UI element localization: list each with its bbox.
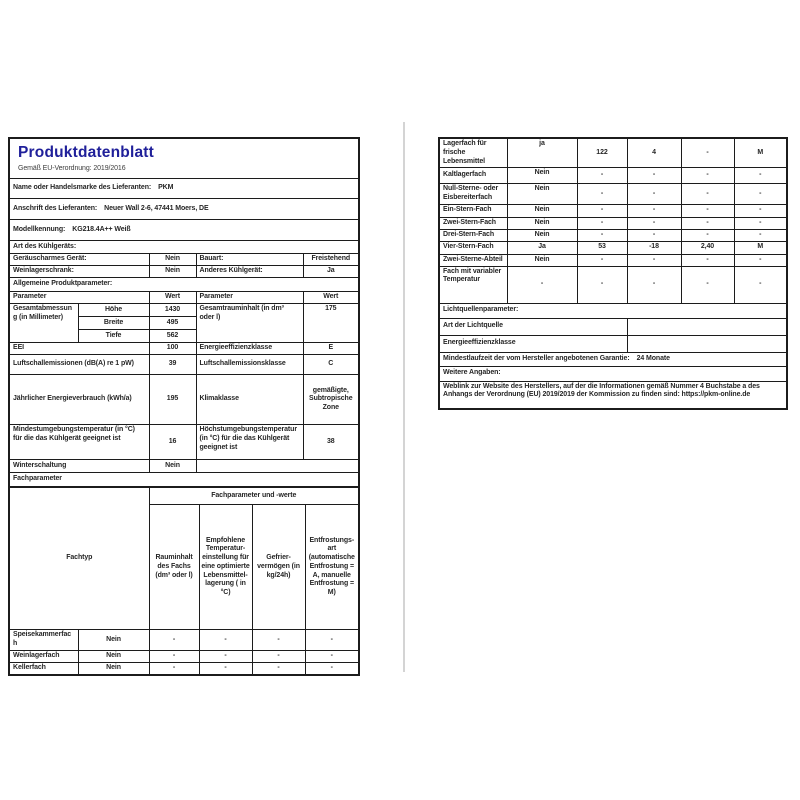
temperature-range-row bbox=[9, 425, 359, 460]
fach-col-temp-cell: Empfohlene Temperatur-einstellung für eine optimierte Lebensmittel-lagerung ( in °C) bbox=[199, 505, 252, 630]
fach-row bbox=[9, 650, 359, 662]
fach-value-cell: - bbox=[305, 662, 359, 675]
supplier-label: Name oder Handelsmarke des Lieferanten: bbox=[13, 184, 152, 192]
empty-cell bbox=[627, 318, 787, 335]
volume-label-cell: Gesamtrauminhalt (in dm³ oder l) bbox=[196, 304, 303, 343]
eei-row bbox=[9, 343, 359, 355]
other-value-cell: Ja bbox=[303, 266, 359, 278]
fach-present-cell: Nein bbox=[507, 254, 577, 266]
annual-energy-value-cell: 195 bbox=[149, 375, 196, 425]
empty-cell bbox=[196, 460, 359, 473]
noise-class-value-cell: C bbox=[303, 355, 359, 375]
fach-value-cell: - bbox=[681, 254, 734, 266]
fach-header-row bbox=[9, 488, 359, 505]
fach-present-cell: Nein bbox=[78, 662, 149, 675]
address-value: Neuer Wall 2-6, 47441 Moers, DE bbox=[104, 204, 209, 212]
fach-value-cell: - bbox=[627, 217, 681, 229]
fach-value-cell: 53 bbox=[577, 241, 627, 254]
fach-name-cell: Drei-Stern-Fach bbox=[439, 229, 507, 241]
wine-value-cell: Nein bbox=[149, 266, 196, 278]
depth-label-cell: Tiefe bbox=[78, 330, 149, 343]
fach-value-cell: - bbox=[199, 630, 252, 651]
fach-value-cell: - bbox=[252, 662, 305, 675]
address-cell bbox=[9, 199, 359, 220]
width-label-cell: Breite bbox=[78, 317, 149, 330]
fach-present-cell: ja bbox=[507, 138, 577, 168]
fach-values-header-cell: Fachparameter und -werte bbox=[149, 488, 359, 505]
fach-name-cell: Vier-Stern-Fach bbox=[439, 241, 507, 254]
fach-row bbox=[439, 254, 787, 266]
noise-class-label-cell: Luftschallemissionsklasse bbox=[196, 355, 303, 375]
fach-value-cell: M bbox=[734, 241, 787, 254]
fach-row bbox=[439, 266, 787, 303]
max-temp-value-cell: 38 bbox=[303, 425, 359, 460]
winter-label-cell: Winterschaltung bbox=[9, 460, 149, 473]
light-source-label-cell: Art der Lichtquelle bbox=[439, 318, 627, 335]
type-section-row bbox=[9, 241, 359, 254]
fach-section-row bbox=[9, 473, 359, 487]
fach-name-cell: Zwei-Stern-Fach bbox=[439, 217, 507, 229]
fach-value-cell: - bbox=[627, 254, 681, 266]
fach-value-cell: - bbox=[681, 184, 734, 205]
min-temp-label-cell: Mindestumgebungstemperatur (in °C) für die das Kühlgerät geeignet ist bbox=[9, 425, 149, 460]
energy-class-label-cell: Energieeffizienzklasse bbox=[196, 343, 303, 355]
annual-energy-row bbox=[9, 375, 359, 425]
fach-name-cell: Weinlagerfach bbox=[9, 650, 78, 662]
fach-row bbox=[439, 138, 787, 168]
fachtyp-header-cell: Fachtyp bbox=[9, 488, 149, 630]
build-label-cell: Bauart: bbox=[196, 254, 303, 266]
fach-row bbox=[439, 229, 787, 241]
light-section-cell: Lichtquellenparameter: bbox=[439, 303, 787, 318]
page-separator-line bbox=[403, 122, 405, 672]
height-label-cell: Höhe bbox=[78, 304, 149, 317]
general-section-cell: Allgemeine Produktparameter: bbox=[9, 278, 359, 292]
fach-present-cell: Nein bbox=[507, 204, 577, 217]
light-class-row bbox=[439, 335, 787, 352]
fach-present-cell: Nein bbox=[507, 168, 577, 184]
fach-value-cell: - bbox=[577, 184, 627, 205]
winter-value-cell: Nein bbox=[149, 460, 196, 473]
warranty-value: 24 Monate bbox=[636, 354, 670, 362]
fach-name-cell: Fach mit variabler Temperatur bbox=[439, 266, 507, 303]
more-info-cell: Weitere Angaben: bbox=[439, 366, 787, 381]
fach-value-cell: - bbox=[627, 266, 681, 303]
general-section-row bbox=[9, 278, 359, 292]
fach-value-cell: - bbox=[199, 662, 252, 675]
address-label: Anschrift des Lieferanten: bbox=[13, 204, 98, 212]
max-temp-label-cell: Höchstumgebungstemperatur (in °C) für die das Kühlgerät geeignet ist bbox=[196, 425, 303, 460]
title-row bbox=[9, 138, 359, 179]
fach-name-cell: Lagerfach für frische Lebensmittel bbox=[439, 138, 507, 168]
fach-col-volume-cell: Rauminhalt des Fachs (dm³ oder l) bbox=[149, 505, 199, 630]
width-value-cell: 495 bbox=[149, 317, 196, 330]
fach-row bbox=[439, 204, 787, 217]
fach-value-cell: - bbox=[681, 266, 734, 303]
fach-value-cell: - bbox=[734, 217, 787, 229]
fach-value-cell: - bbox=[577, 254, 627, 266]
fach-present-cell: Nein bbox=[507, 217, 577, 229]
fach-value-cell: - bbox=[577, 204, 627, 217]
fach-row bbox=[439, 241, 787, 254]
fach-value-cell: - bbox=[627, 204, 681, 217]
quiet-label-cell: Geräuscharmes Gerät: bbox=[9, 254, 149, 266]
fach-value-cell: - bbox=[734, 266, 787, 303]
document-title: Produktdatenblatt bbox=[18, 144, 155, 161]
supplier-row bbox=[9, 179, 359, 199]
fach-value-cell: - bbox=[199, 650, 252, 662]
warranty-label: Mindestlaufzeit der vom Hersteller angebotenen Garantie: bbox=[443, 354, 630, 362]
fach-col-defrost-cell: Entfrostungs-art (automatische Entfrostung = A, manuelle Entfrostung = M) bbox=[305, 505, 359, 630]
fach-value-cell: - bbox=[577, 266, 627, 303]
fach-value-cell: - bbox=[149, 650, 199, 662]
climate-class-label-cell: Klimaklasse bbox=[196, 375, 303, 425]
fach-col-freeze-cell: Gefrier-vermögen (in kg/24h) bbox=[252, 505, 305, 630]
dimensions-height-row bbox=[9, 304, 359, 317]
model-label: Modellkennung: bbox=[13, 225, 66, 233]
fach-value-cell: - bbox=[577, 168, 627, 184]
min-temp-value-cell: 16 bbox=[149, 425, 196, 460]
fach-row bbox=[439, 217, 787, 229]
fach-parameter-table bbox=[8, 487, 360, 676]
fach-value-cell: - bbox=[734, 204, 787, 217]
fach-value-cell: - bbox=[577, 217, 627, 229]
model-row bbox=[9, 220, 359, 241]
quiet-build-row bbox=[9, 254, 359, 266]
fach-value-cell: - bbox=[577, 229, 627, 241]
fach-present-cell: Nein bbox=[507, 229, 577, 241]
fach-name-cell: Zwei-Sterne-Abteil bbox=[439, 254, 507, 266]
supplier-value: PKM bbox=[158, 184, 174, 192]
winter-row bbox=[9, 460, 359, 473]
more-info-row bbox=[439, 366, 787, 381]
height-value-cell: 1430 bbox=[149, 304, 196, 317]
fach-value-cell: - bbox=[734, 254, 787, 266]
model-value: KG218.4A++ Weiß bbox=[72, 225, 131, 233]
fach-value-cell: - bbox=[305, 650, 359, 662]
fach-present-cell: - bbox=[507, 266, 577, 303]
empty-cell bbox=[627, 335, 787, 352]
eei-value-cell: 100 bbox=[149, 343, 196, 355]
address-row bbox=[9, 199, 359, 220]
fach-value-cell: - bbox=[681, 168, 734, 184]
wine-label-cell: Weinlagerschrank: bbox=[9, 266, 149, 278]
quiet-value-cell: Nein bbox=[149, 254, 196, 266]
fach-name-cell: Speisekammerfach bbox=[9, 630, 78, 651]
param-header-row bbox=[9, 292, 359, 304]
model-cell bbox=[9, 220, 359, 241]
fach-value-cell: M bbox=[734, 138, 787, 168]
light-section-row bbox=[439, 303, 787, 318]
product-data-table bbox=[8, 137, 360, 487]
fach-name-cell: Kaltlagerfach bbox=[439, 168, 507, 184]
wert-header-cell: Wert bbox=[149, 292, 196, 304]
fach-present-cell: Nein bbox=[78, 630, 149, 651]
fach-present-cell: Nein bbox=[78, 650, 149, 662]
fach-value-cell: - bbox=[681, 138, 734, 168]
fach-value-cell: - bbox=[734, 229, 787, 241]
fach-value-cell: - bbox=[734, 184, 787, 205]
dimensions-label-cell: Gesamtabmessung (in Millimeter) bbox=[9, 304, 78, 343]
weblink-cell: Weblink zur Website des Herstellers, auf der die Informationen gemäß Nummer 4 Buchstabe a des Anhangs der Verordnung (EU) 2019/2019 der Kommission zu finden sind: https://pkm-online.de bbox=[439, 381, 787, 409]
fach-row bbox=[439, 168, 787, 184]
eei-label-cell: EEI bbox=[9, 343, 149, 355]
light-source-row bbox=[439, 318, 787, 335]
wert-header-cell: Wert bbox=[303, 292, 359, 304]
fach-value-cell: - bbox=[681, 204, 734, 217]
fach-present-cell: Ja bbox=[507, 241, 577, 254]
datasheet-page-2 bbox=[438, 137, 786, 410]
fach-value-cell: - bbox=[734, 168, 787, 184]
datasheet-page-1 bbox=[8, 137, 358, 676]
fach-name-cell: Kellerfach bbox=[9, 662, 78, 675]
fach-value-cell: - bbox=[681, 217, 734, 229]
fach-value-cell: 122 bbox=[577, 138, 627, 168]
fach-row bbox=[9, 630, 359, 651]
parameter-header-cell: Parameter bbox=[196, 292, 303, 304]
fach-value-cell: - bbox=[149, 630, 199, 651]
fach-parameter-table-continued bbox=[438, 137, 788, 410]
fach-value-cell: - bbox=[627, 184, 681, 205]
fach-value-cell: - bbox=[305, 630, 359, 651]
fach-value-cell: 2,40 bbox=[681, 241, 734, 254]
fach-value-cell: - bbox=[681, 229, 734, 241]
annual-energy-label-cell: Jährlicher Energieverbrauch (kWh/a) bbox=[9, 375, 149, 425]
noise-label-cell: Luftschallemissionen (dB(A) re 1 pW) bbox=[9, 355, 149, 375]
depth-value-cell: 562 bbox=[149, 330, 196, 343]
parameter-header-cell: Parameter bbox=[9, 292, 149, 304]
warranty-row bbox=[439, 352, 787, 366]
fach-value-cell: - bbox=[252, 630, 305, 651]
light-class-label-cell: Energieeffizienzklasse bbox=[439, 335, 627, 352]
type-section-cell: Art des Kühlgeräts: bbox=[9, 241, 359, 254]
supplier-cell bbox=[9, 179, 359, 199]
wine-other-row bbox=[9, 266, 359, 278]
fach-value-cell: - bbox=[627, 229, 681, 241]
volume-value-cell: 175 bbox=[303, 304, 359, 343]
title-cell bbox=[9, 138, 359, 179]
noise-row bbox=[9, 355, 359, 375]
document-subtitle: Gemäß EU-Verordnung: 2019/2016 bbox=[18, 165, 126, 173]
fach-value-cell: - bbox=[252, 650, 305, 662]
weblink-row bbox=[439, 381, 787, 409]
fach-value-cell: - bbox=[627, 168, 681, 184]
fach-row bbox=[439, 184, 787, 205]
fach-value-cell: 4 bbox=[627, 138, 681, 168]
energy-class-value-cell: E bbox=[303, 343, 359, 355]
other-label-cell: Anderes Kühlgerät: bbox=[196, 266, 303, 278]
build-value-cell: Freistehend bbox=[303, 254, 359, 266]
fach-value-cell: -18 bbox=[627, 241, 681, 254]
warranty-cell bbox=[439, 352, 787, 366]
fach-name-cell: Ein-Stern-Fach bbox=[439, 204, 507, 217]
fach-present-cell: Nein bbox=[507, 184, 577, 205]
fach-name-cell: Null-Sterne- oder Eisbereiterfach bbox=[439, 184, 507, 205]
fach-row bbox=[9, 662, 359, 675]
fach-section-cell: Fachparameter bbox=[9, 473, 359, 487]
climate-class-value-cell: gemäßigte, Subtropische Zone bbox=[303, 375, 359, 425]
noise-value-cell: 39 bbox=[149, 355, 196, 375]
fach-value-cell: - bbox=[149, 662, 199, 675]
